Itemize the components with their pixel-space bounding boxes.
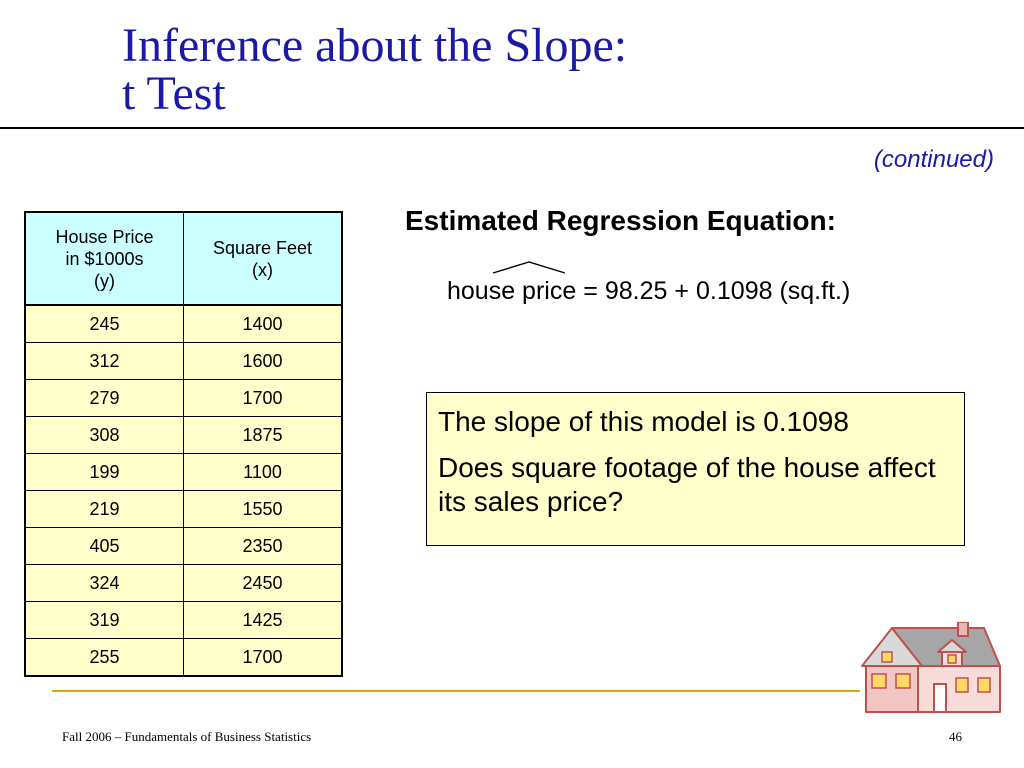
callout-line-1: The slope of this model is 0.1098 (438, 406, 849, 437)
callout-line-2: Does square footage of the house affect its sales price? (438, 452, 936, 517)
cell-square-feet: 1600 (184, 343, 343, 380)
hat-accent-icon (491, 260, 567, 274)
table-row (25, 491, 342, 528)
column-header-sqft: Square Feet (x) (184, 212, 343, 305)
footer-divider (52, 690, 860, 692)
equation-variable: (sq.ft.) (779, 277, 851, 305)
cell-house-price: 219 (25, 491, 184, 528)
table-body (25, 305, 342, 676)
cell-house-price: 199 (25, 454, 184, 491)
title-line-1: Inference about the Slope: (122, 19, 628, 72)
table-row (25, 417, 342, 454)
table-row (25, 343, 342, 380)
equation-slope: 0.1098 (696, 277, 773, 305)
cell-house-price: 279 (25, 380, 184, 417)
cell-house-price: 312 (25, 343, 184, 380)
equation-lhs (447, 277, 576, 306)
cell-square-feet: 1425 (184, 602, 343, 639)
cell-square-feet: 1400 (184, 305, 343, 343)
equation-heading: Estimated Regression Equation: (405, 205, 836, 236)
plus-sign: + (674, 277, 690, 305)
cell-square-feet: 1100 (184, 454, 343, 491)
continued-label: (continued) (873, 146, 994, 173)
cell-house-price: 319 (25, 602, 184, 639)
cell-square-feet: 1700 (184, 380, 343, 417)
table-row (25, 528, 342, 565)
house-icon (860, 622, 1006, 716)
table-row (25, 380, 342, 417)
equals-sign: = (583, 277, 598, 305)
house-data-table (24, 211, 343, 677)
title-line-2: t Test (122, 67, 226, 120)
table-row (25, 454, 342, 491)
cell-square-feet: 1550 (184, 491, 343, 528)
cell-house-price: 308 (25, 417, 184, 454)
cell-house-price: 405 (25, 528, 184, 565)
column-header-price: House Price in $1000s (y) (25, 212, 184, 305)
table-header-row (25, 212, 342, 305)
cell-square-feet: 2450 (184, 565, 343, 602)
footer-course-label: Fall 2006 – Fundamentals of Business Statistics (62, 729, 312, 744)
title-divider (0, 127, 1024, 129)
page-number: 46 (949, 729, 962, 744)
cell-square-feet: 1700 (184, 639, 343, 677)
equation-lhs-text: house price (447, 277, 577, 305)
callout-box (426, 392, 965, 546)
equation-intercept: 98.25 (604, 277, 668, 305)
slide-title (122, 19, 628, 120)
table-row (25, 639, 342, 677)
table-row (25, 305, 342, 343)
cell-house-price: 255 (25, 639, 184, 677)
cell-square-feet: 1875 (184, 417, 343, 454)
table-row (25, 602, 342, 639)
table-row (25, 565, 342, 602)
cell-house-price: 245 (25, 305, 184, 343)
cell-house-price: 324 (25, 565, 184, 602)
cell-square-feet: 2350 (184, 528, 343, 565)
regression-equation (447, 277, 850, 306)
